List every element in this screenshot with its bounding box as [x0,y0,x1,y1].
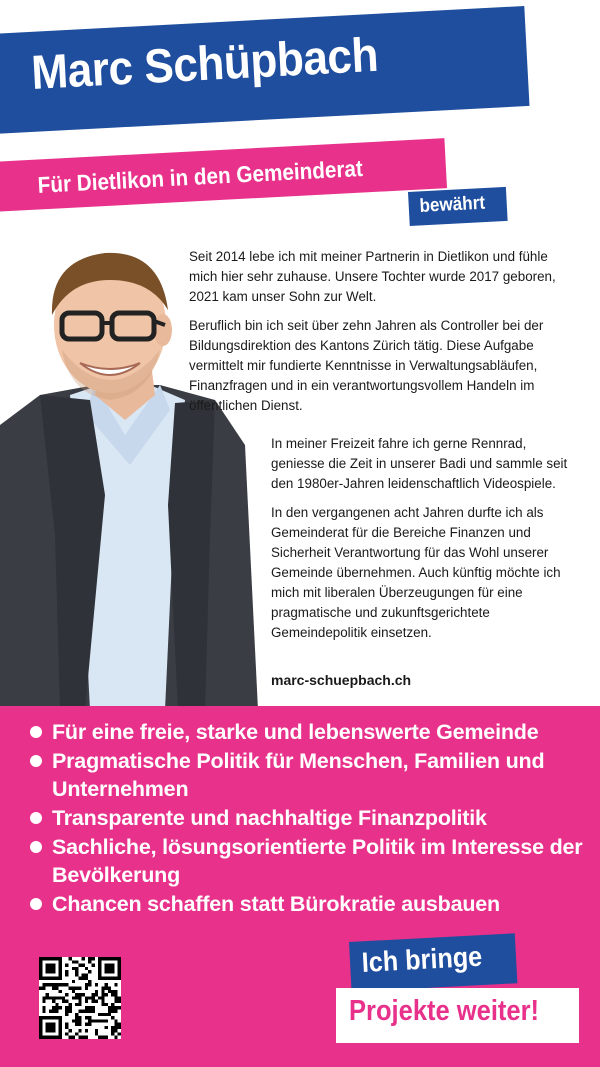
qr-module [118,1006,121,1009]
qr-module [118,1023,121,1026]
qr-module [49,1009,52,1012]
qr-module [75,967,78,970]
qr-module [82,964,85,967]
point-text: Chancen schaffen statt Bürokratie ausbauen [52,892,500,916]
qr-module [91,964,94,967]
qr-module [55,1009,58,1012]
qr-module [85,1009,88,1012]
qr-module [105,983,108,986]
qr-module [101,993,104,996]
qr-module [65,964,68,967]
qr-module [52,1000,55,1003]
qr-module [75,1019,78,1022]
qr-module [78,1009,81,1012]
tag-label: bewährt [419,192,486,217]
qr-module [111,1032,114,1035]
bio-paragraph: In den vergangenen acht Jahren durfte ich als Gemeinderat für die Bereiche Finanzen und Sicherheit Verantwortung für das Wohl unserer Gemeinde übernehmen. Auch künftig möchte ich mich mit liberalen Überzeugungen für eine pragmatische und zukunftsgerichtete Gemeindepolitik einsetzen. [271,505,561,640]
qr-module [78,1029,81,1032]
qr-module [101,1003,104,1006]
qr-module [111,993,114,996]
qr-module [108,987,111,990]
qr-module [78,996,81,999]
qr-module [75,996,78,999]
qr-module [88,960,91,963]
qr-module [59,990,62,993]
qr-module [75,1013,78,1016]
qr-module [42,1000,45,1003]
qr-module [82,1036,85,1039]
qr-module [78,1023,81,1026]
bullet-icon [30,726,42,738]
qr-module [95,990,98,993]
qr-module [55,996,58,999]
qr-module [114,993,117,996]
qr-module [82,1009,85,1012]
qr-module [69,1029,72,1032]
qr-code-icon[interactable] [39,957,121,1039]
qr-module [75,1003,78,1006]
qr-module [69,987,72,990]
qr-module [72,987,75,990]
point-text: Sachliche, lösungsorientierte Politik im Interesse der Bevölkerung [52,835,583,887]
qr-module [59,1006,62,1009]
qr-module [88,1009,91,1012]
qr-module [85,1036,88,1039]
qr-module [101,1000,104,1003]
qr-module [59,996,62,999]
qr-module [101,1019,104,1022]
bullet-icon [30,812,42,824]
qr-module [72,996,75,999]
qr-module [65,973,68,976]
qr-module [85,1023,88,1026]
qr-module [65,970,68,973]
website-link[interactable]: marc-schuepbach.ch [271,672,412,688]
qr-module [69,1006,72,1009]
qr-module [88,996,91,999]
qr-module [75,1032,78,1035]
qr-module [39,987,42,990]
qr-module [105,1026,108,1029]
list-item [28,833,588,889]
qr-module [85,987,88,990]
qr-module [65,1026,68,1029]
qr-module [52,1009,55,1012]
qr-module [95,1000,98,1003]
bullet-icon [30,898,42,910]
bio-top [189,247,574,425]
qr-module [69,1009,72,1012]
qr-module [52,987,55,990]
qr-module [101,1036,104,1039]
qr-module [88,1019,91,1022]
qr-module [118,1026,121,1029]
qr-module [111,1026,114,1029]
qr-module [114,1036,117,1039]
qr-module [62,996,65,999]
qr-module [114,983,117,986]
qr-module [111,1009,114,1012]
qr-module [114,1006,117,1009]
qr-module [72,990,75,993]
bio-paragraph: Seit 2014 lebe ich mit meiner Partnerin in Dietlikon und fühle mich hier sehr zuhause. Unsere Tochter wurde 2017 geboren, 2021 kam unser Sohn zur Welt. [189,249,556,304]
qr-module [46,983,49,986]
qr-module [114,996,117,999]
qr-module [75,993,78,996]
qr-module [118,996,121,999]
bullet-icon [30,841,42,853]
qr-module [114,990,117,993]
qr-module [72,960,75,963]
point-text: Pragmatische Politik für Menschen, Familien und Unternehmen [52,749,545,801]
qr-module [82,973,85,976]
qr-module [49,983,52,986]
list-item [28,804,588,832]
qr-module [114,1019,117,1022]
qr-module [72,1036,75,1039]
qr-module [111,990,114,993]
qr-module [98,996,101,999]
qr-module [75,970,78,973]
qr-module [111,1029,114,1032]
qr-module [114,1009,117,1012]
qr-module [91,1009,94,1012]
qr-module [42,983,45,986]
qr-module [101,996,104,999]
qr-module [95,1029,98,1032]
qr-module [105,1013,108,1016]
bio-paragraph: Beruflich bin ich seit über zehn Jahren als Controller bei der Bildungsdirektion des Kantons Zürich tätig. Diese Aufgabe vermittelt mir fundierte Kenntnisse in Verwaltungsabläufen, Finanzfragen und in ein verantwortungsvollem Handeln im öffentlichen Dienst. [189,318,544,413]
qr-module [105,1003,108,1006]
qr-module [88,980,91,983]
qr-module [88,1023,91,1026]
qr-module [82,957,85,960]
qr-module [42,1006,45,1009]
qr-module [91,957,94,960]
cta-line-2: Projekte weiter! [349,995,540,1027]
qr-module [65,1000,68,1003]
qr-module [52,996,55,999]
qr-module [55,983,58,986]
qr-module [108,1006,111,1009]
qr-module [69,957,72,960]
qr-module [88,1016,91,1019]
qr-module [85,1029,88,1032]
qr-module [91,1019,94,1022]
qr-module [88,983,91,986]
list-item [28,747,588,803]
qr-module [82,993,85,996]
qr-module [72,967,75,970]
qr-module [78,1036,81,1039]
qr-module [108,1013,111,1016]
qr-module [111,1006,114,1009]
qr-module [85,996,88,999]
qr-module [69,1003,72,1006]
qr-module [62,983,65,986]
qr-module [91,993,94,996]
qr-module [46,993,49,996]
qr-module [101,987,104,990]
qr-module [49,996,52,999]
qr-module [98,1036,101,1039]
qr-module [78,1003,81,1006]
qr-module [75,1016,78,1019]
qr-module [75,973,78,976]
qr-module [105,987,108,990]
qr-module [95,1032,98,1035]
qr-module [88,957,91,960]
qr-module [111,1016,114,1019]
qr-module [85,967,88,970]
slogan: Für Dietlikon in den Gemeinderat [37,154,364,198]
qr-module [85,1016,88,1019]
qr-module [65,1006,68,1009]
qr-module [88,1006,91,1009]
qr-module [42,987,45,990]
qr-module [42,996,45,999]
qr-module [105,993,108,996]
qr-module [98,1019,101,1022]
qr-module [59,983,62,986]
qr-module [65,1009,68,1012]
qr-module [55,1003,58,1006]
qr-module [85,983,88,986]
qr-module [114,1029,117,1032]
qr-module [78,1000,81,1003]
point-text: Für eine freie, starke und lebenswerte Gemeinde [52,720,539,744]
qr-module [82,977,85,980]
qr-module [91,1006,94,1009]
qr-module [75,1023,78,1026]
list-item [28,890,588,918]
key-points-list [28,718,588,919]
candidate-name: Marc Schüpbach [30,28,380,100]
qr-module [62,1000,65,1003]
qr-module [95,1019,98,1022]
qr-module [85,973,88,976]
qr-module [52,983,55,986]
qr-module [72,980,75,983]
qr-module [85,977,88,980]
cta-line-1: Ich bringe [361,940,483,978]
qr-module [72,1019,75,1022]
qr-module [78,1019,81,1022]
qr-module [101,1013,104,1016]
qr-module [65,1032,68,1035]
qr-module [78,964,81,967]
qr-module [55,1006,58,1009]
bio-paragraph: In meiner Freizeit fahre ich gerne Rennrad, geniesse die Zeit in unserer Badi und sammle seit den 1980er-Jahren leidenschaftlich Videospiele. [271,436,568,491]
qr-module [75,987,78,990]
qr-module [65,1013,68,1016]
qr-module [46,996,49,999]
qr-module [42,1009,45,1012]
qr-module [78,987,81,990]
qr-module [55,987,58,990]
qr-module [85,1000,88,1003]
qr-module [85,1006,88,1009]
qr-module [78,993,81,996]
qr-module [105,1019,108,1022]
qr-module [65,993,68,996]
qr-module [98,1013,101,1016]
bio-bottom [271,434,581,652]
qr-module [95,993,98,996]
qr-module [78,977,81,980]
qr-module [108,990,111,993]
qr-module [95,983,98,986]
qr-module [101,990,104,993]
qr-module [78,1016,81,1019]
qr-module [65,1023,68,1026]
qr-module [52,1006,55,1009]
list-item [28,718,588,746]
qr-module [75,960,78,963]
qr-module [91,1000,94,1003]
qr-module [69,1036,72,1039]
qr-module [114,1000,117,1003]
bullet-icon [30,755,42,767]
qr-module [108,1009,111,1012]
qr-module [111,1003,114,1006]
qr-module [118,1032,121,1035]
point-text: Transparente und nachhaltige Finanzpolitik [52,806,487,830]
qr-module [114,1026,117,1029]
qr-module [91,996,94,999]
qr-module [114,1023,117,1026]
qr-module [118,1000,121,1003]
qr-module [65,983,68,986]
qr-module [105,1036,108,1039]
qr-module [88,970,91,973]
